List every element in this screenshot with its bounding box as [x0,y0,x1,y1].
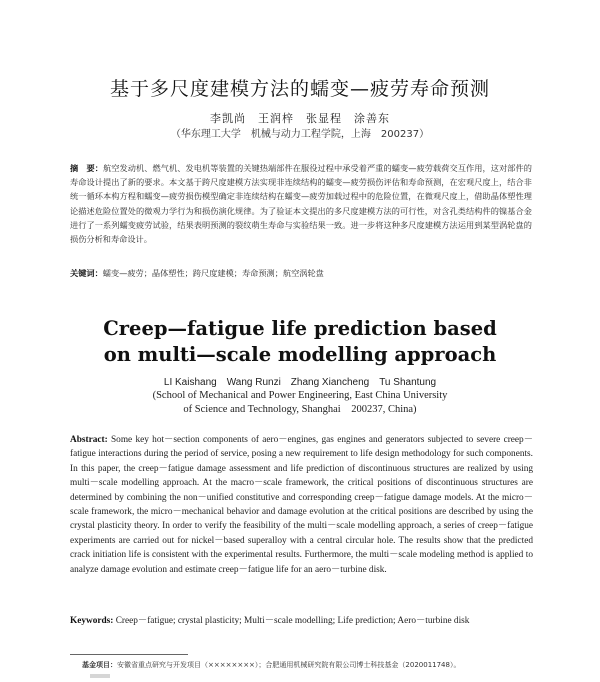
footnote-smudge [90,674,110,678]
english-keywords-label: Keywords: [70,616,114,626]
chinese-keywords-text: 蠕变—疲劳；晶体塑性；跨尺度建模；寿命预测；航空涡轮盘 [102,268,324,278]
funding-footnote [82,660,542,670]
english-abstract [70,433,533,577]
english-abstract-text: Some key hot－section components of aero－engines, gas engines and generators subjected to severe creep－fatigue interactions during the period of service, posing a new requirement to life design methodology for such components. In this paper, the creep－fatigue damage assessment and life prediction of discontinuous structures are realized by using multi－scale modelling approach. At the macro－scale framework, the critical positions of discontinuous structures are determined by combining the non－unified constitutive and corresponding creep－fatigue damage models. At the micro－scale framework, the micro－mechanical behavior and damage evolution at the critical positions are described by using the crystal plasticity theory. In order to verify the feasibility of the multi－scale modelling approach, a series of creep－fatigue experiments are carried out for nickel－based superalloy with a central circular hole. The results show that the predicted crack initiation life is consistent with the experimental results. Furthermore, the multi－scale modeling method is applied to analyze damage evolution and estimate creep－fatigue life for an aero－turbine disk. [70,435,533,575]
chinese-authors: 李凯尚 王润梓 张显程 涂善东 [210,112,390,125]
english-authors: LI Kaishang Wang Runzi Zhang Xiancheng Tu Shantung [163,377,437,388]
chinese-abstract-text: 航空发动机、燃气机、发电机等装置的关键热端部件在服役过程中承受着严重的蠕变—疲劳载荷交互作用，这对部件的寿命设计提出了新的要求。本文基于跨尺度建模方法实现非连续结构的蠕变—疲劳损伤评估和寿命预测，在宏观尺度上，结合非统一循环本构方程和蠕变—疲劳损伤模型确定非连续结构在蠕变—疲劳加载过程中的危险位置，在微观尺度上，借助晶体塑性理论描述危险位置处的微观力学行为和损伤演化规律。为了验证本文提出的多尺度建模方法的可行性，对含孔类结构件的镍基合金进行了一系列蠕变疲劳试验，结果表明预测的裂纹萌生寿命与实验结果一致。进一步将这种多尺度建模方法运用到某型涡轮盘的损伤分析和寿命设计。 [70,163,532,245]
footnote-label: 基金项目： [82,661,117,669]
english-keywords-text: Creep－fatigue; crystal plasticity; Multi－scale modelling; Life prediction; Aero－turbine disk [115,616,470,626]
english-affiliation [0,389,600,417]
english-abstract-label: Abstract: [70,435,108,445]
chinese-abstract [70,161,532,246]
footnote-divider [70,654,188,655]
chinese-affiliation: （华东理工大学 机械与动力工程学院，上海 200237） [170,129,430,140]
chinese-title: 基于多尺度建模方法的蠕变—疲劳寿命预测 [109,78,490,100]
english-affiliation-line-2: of Science and Technology, Shanghai 200237, China) [183,404,417,415]
footnote-text: 安徽省重点研究与开发项目（××××××××）；合肥通用机械研究院有限公司博士科技基金（2020011748）。 [117,661,461,669]
english-title-line-1: Creep—fatigue life prediction based [103,317,497,340]
english-title-line-2: on multi—scale modelling approach [103,343,497,366]
chinese-abstract-label: 摘 要： [70,163,104,173]
chinese-keywords-label: 关键词： [70,268,103,278]
english-title [0,316,600,368]
english-affiliation-line-1: (School of Mechanical and Power Engineering, East China University [152,390,448,401]
english-keywords [70,614,533,628]
chinese-keywords [70,266,532,280]
